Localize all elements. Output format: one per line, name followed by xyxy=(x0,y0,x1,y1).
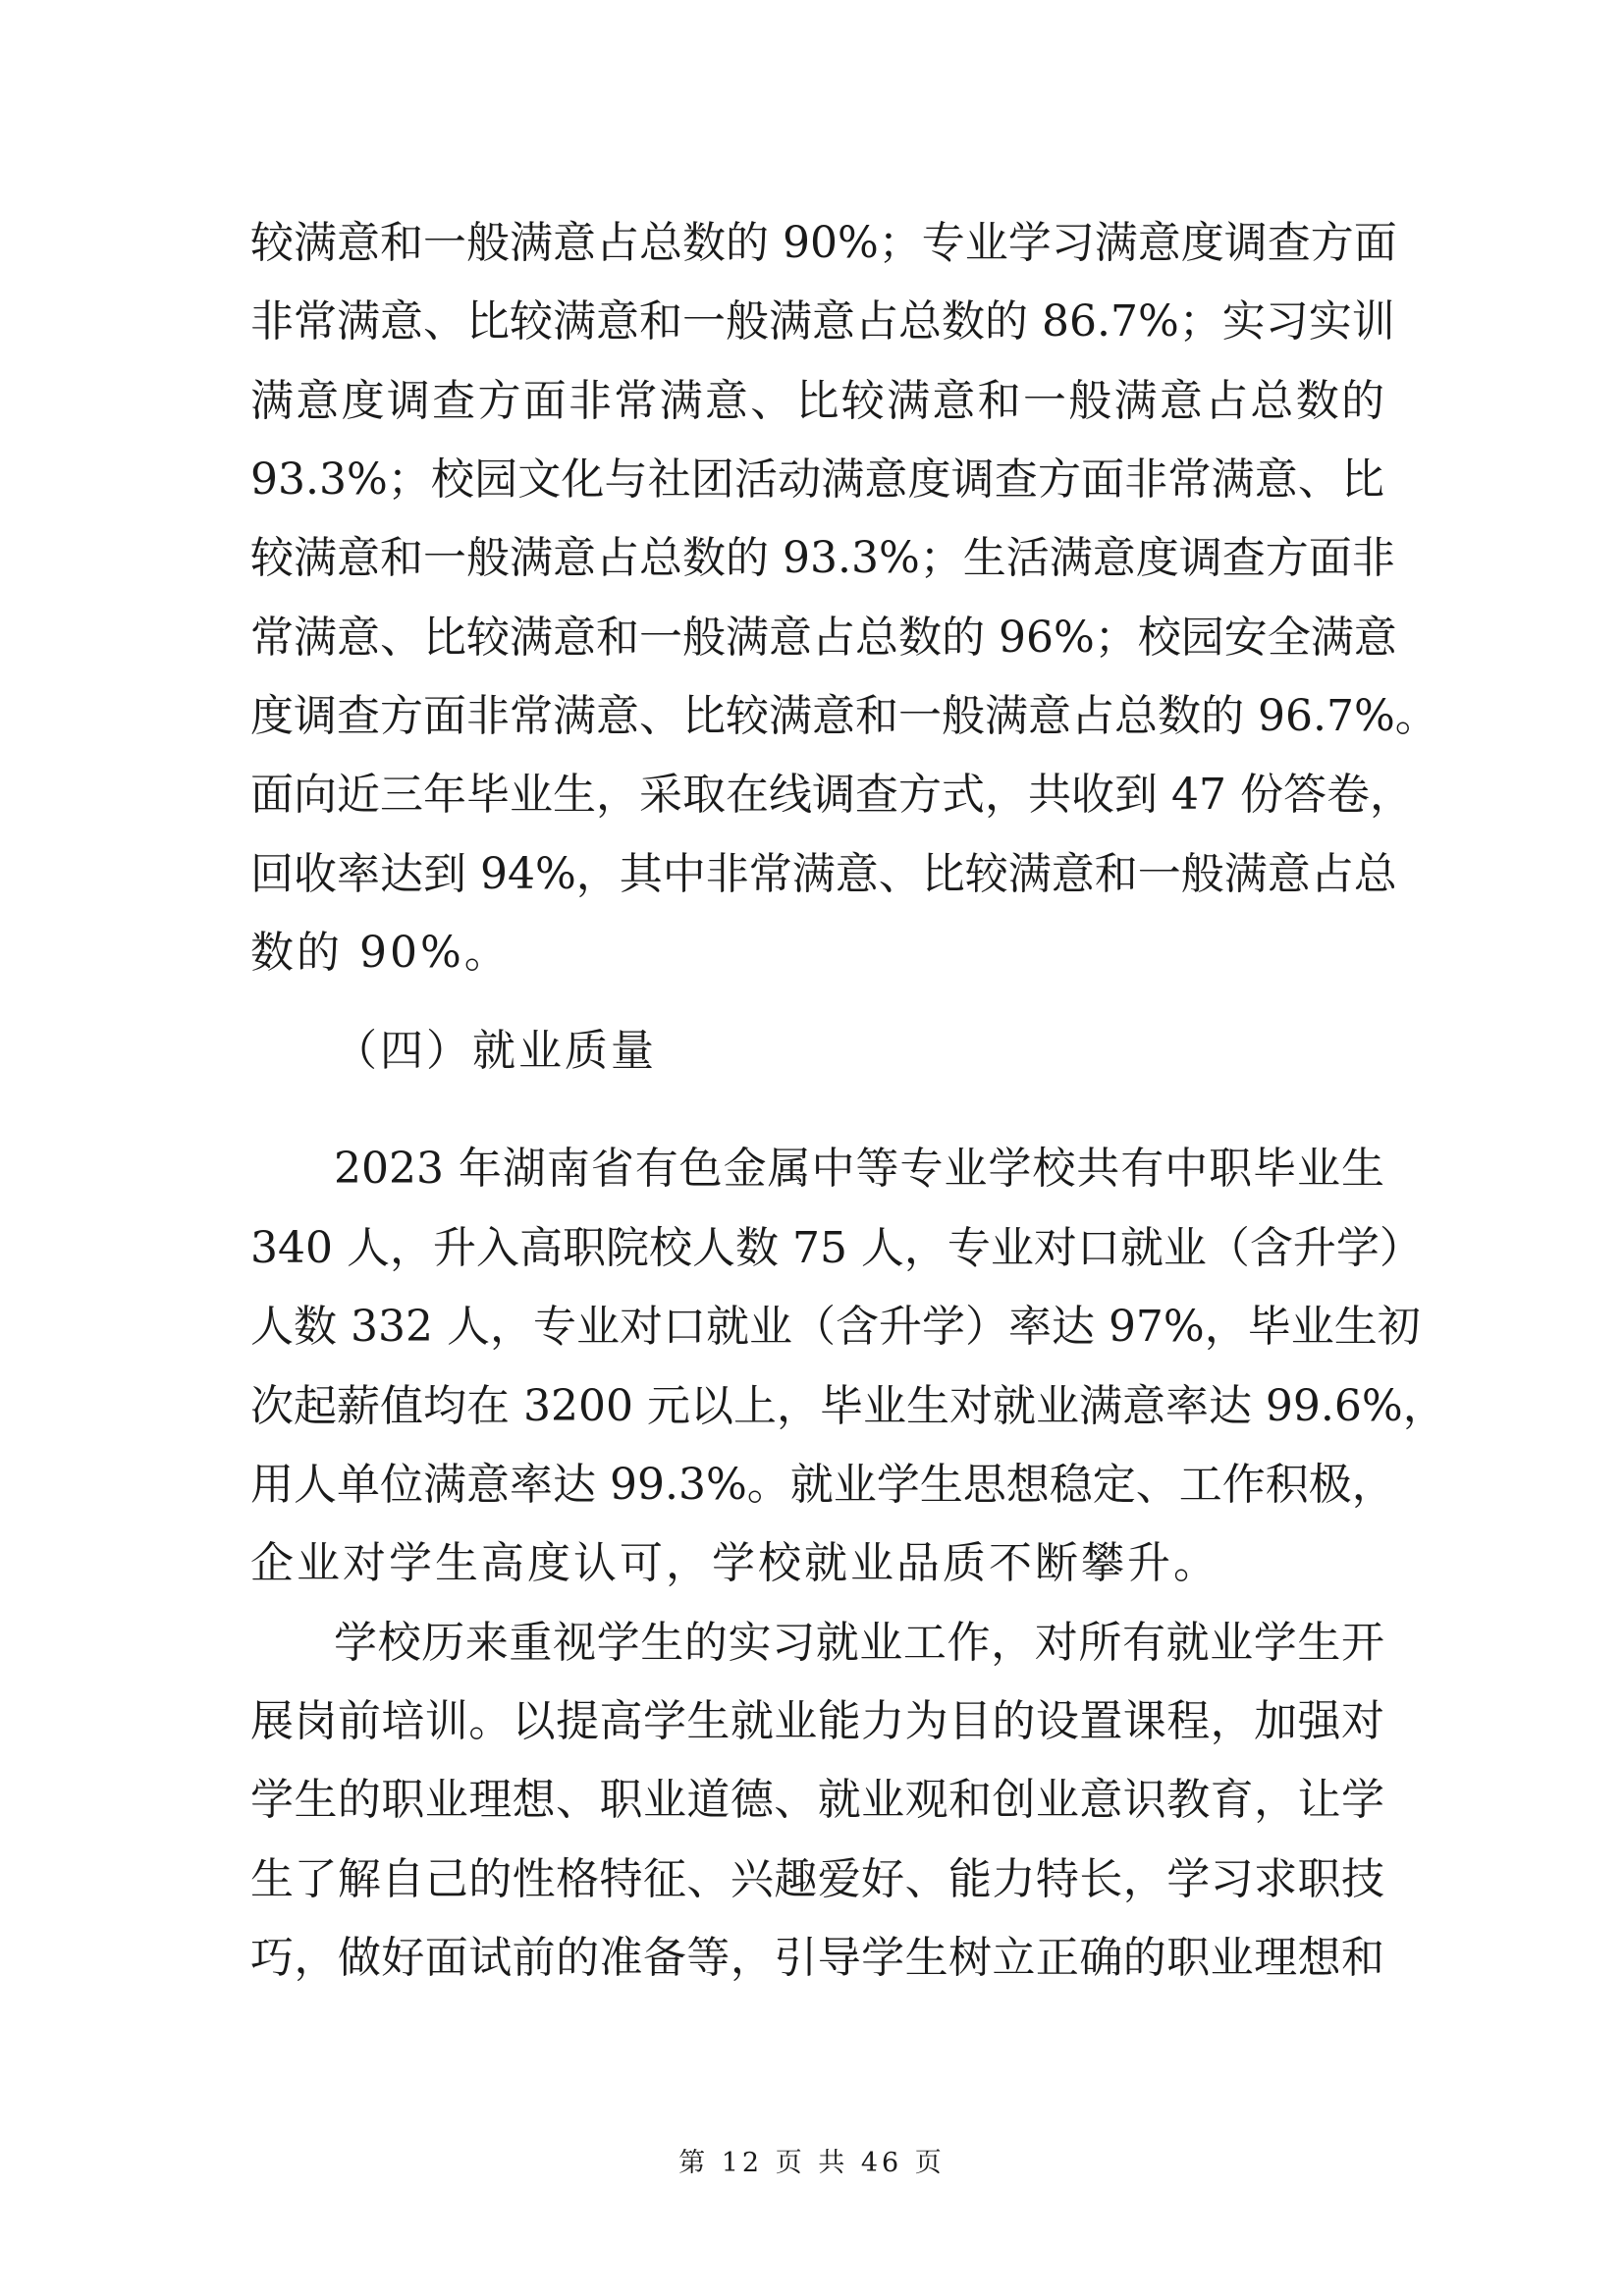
paragraph-line: 非常满意、比较满意和一般满意占总数的 86.7%；实习实训 xyxy=(250,296,1395,347)
paragraph-line: 满意度调查方面非常满意、比较满意和一般满意占总数的 xyxy=(250,376,1384,426)
paragraph-line: 较满意和一般满意占总数的 90%；专业学习满意度调查方面 xyxy=(250,218,1397,268)
paragraph-line: 巧，做好面试前的准备等，引导学生树立正确的职业理想和 xyxy=(250,1933,1384,1983)
paragraph-line: 面向近三年毕业生，采取在线调查方式，共收到 47 份答卷， xyxy=(250,770,1413,820)
paragraph-line: 340 人，升入高职院校人数 75 人，专业对口就业（含升学） xyxy=(250,1223,1423,1273)
paragraph-line: 度调查方面非常满意、比较满意和一般满意占总数的 96.7%。 xyxy=(250,691,1438,741)
section-heading: （四）就业质量 xyxy=(334,1026,657,1076)
paragraph-line: 常满意、比较满意和一般满意占总数的 96%；校园安全满意 xyxy=(250,613,1397,663)
paragraph-line: 生了解自己的性格特征、兴趣爱好、能力特长，学习求职技 xyxy=(250,1854,1384,1904)
paragraph-line: 学校历来重视学生的实习就业工作，对所有就业学生开 xyxy=(334,1618,1384,1668)
paragraph-line: 企业对学生高度认可，学校就业品质不断攀升。 xyxy=(250,1538,1219,1588)
page-number-footer: 第 12 页 共 46 页 xyxy=(678,2148,946,2178)
paragraph-line: 93.3%；校园文化与社团活动满意度调查方面非常满意、比 xyxy=(250,454,1384,505)
paragraph-line: 数的 90%。 xyxy=(250,928,511,978)
paragraph-line: 回收率达到 94%，其中非常满意、比较满意和一般满意占总 xyxy=(250,849,1397,899)
paragraph-line: 学生的职业理想、职业道德、就业观和创业意识教育，让学 xyxy=(250,1775,1384,1825)
paragraph-line: 次起薪值均在 3200 元以上，毕业生对就业满意率达 99.6%， xyxy=(250,1381,1446,1431)
paragraph-line: 人数 332 人，专业对口就业（含升学）率达 97%，毕业生初 xyxy=(250,1302,1421,1352)
paragraph-line: 2023 年湖南省有色金属中等专业学校共有中职毕业生 xyxy=(334,1144,1384,1194)
paragraph-line: 较满意和一般满意占总数的 93.3%；生活满意度调查方面非 xyxy=(250,533,1395,583)
paragraph-line: 用人单位满意率达 99.3%。就业学生思想稳定、工作积极， xyxy=(250,1460,1395,1510)
paragraph-line: 展岗前培训。以提高学生就业能力为目的设置课程，加强对 xyxy=(250,1696,1384,1746)
